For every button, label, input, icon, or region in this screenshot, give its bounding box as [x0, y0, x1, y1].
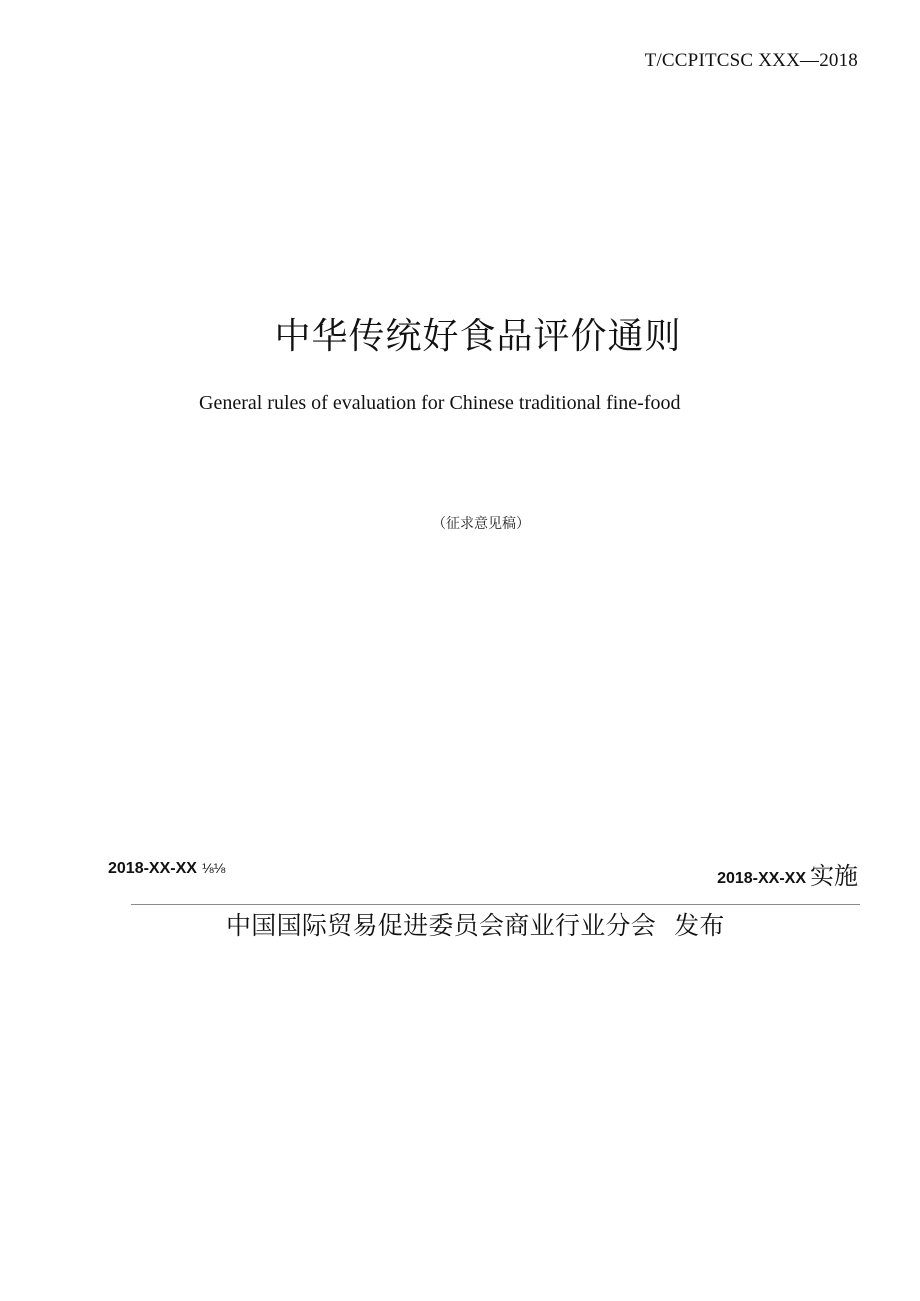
publish-label: 发布	[674, 911, 725, 940]
publisher-name: 中国国际贸易促进委员会商业行业分会	[226, 911, 657, 940]
draft-status-note: （征求意见稿）	[432, 516, 530, 532]
implementation-date-block	[717, 856, 858, 891]
issue-date-block	[108, 860, 225, 878]
document-title-chinese: 中华传统好食品评价通则	[274, 316, 682, 357]
implementation-label: 实施	[810, 862, 858, 890]
issue-date-suffix: ⅛⅛	[201, 860, 226, 876]
implementation-date: 2018-XX-XX	[717, 870, 806, 887]
issue-date: 2018-XX-XX	[108, 860, 197, 877]
divider-line	[131, 904, 860, 905]
standard-number: T/CCPITCSC XXX—2018	[644, 50, 858, 71]
publisher-line	[226, 906, 725, 942]
document-title-english: General rules of evaluation for Chinese traditional fine-food	[199, 392, 681, 414]
